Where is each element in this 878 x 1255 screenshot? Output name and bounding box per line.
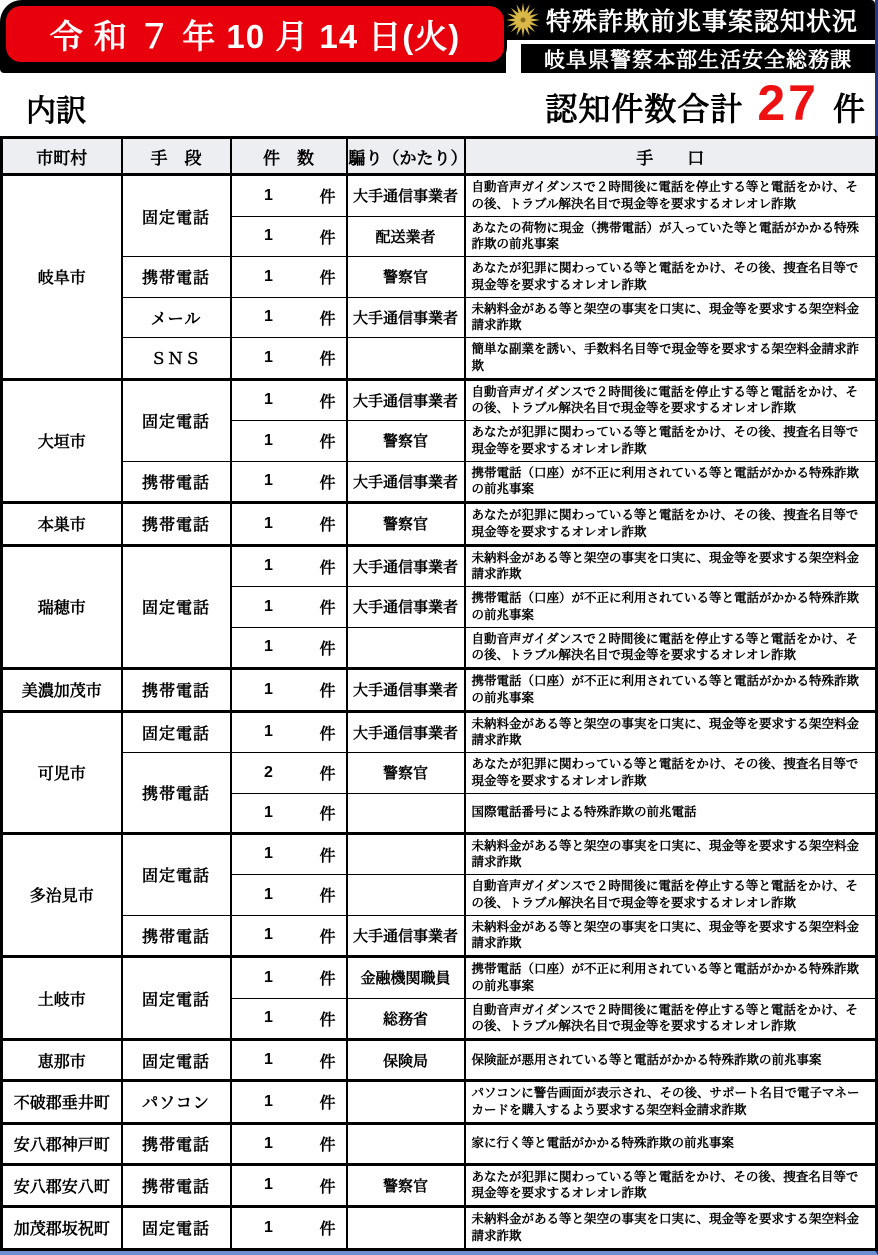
- caller-cell: 保険局: [347, 1040, 465, 1081]
- caller-cell: [347, 338, 465, 380]
- method-cell: 携帯電話: [122, 503, 231, 546]
- count-value: 1: [264, 348, 273, 366]
- count-wrap: [236, 678, 336, 701]
- count-value: 1: [264, 267, 273, 285]
- count-cell: [231, 957, 347, 999]
- count-wrap: [236, 801, 336, 824]
- method-cell: メール: [122, 297, 231, 338]
- col-header-count: 件 数: [231, 138, 347, 175]
- modus-cell: 保険証が悪用されている等と電話がかかる特殊詐欺の前兆事案: [465, 1040, 877, 1081]
- method-cell: 固定電話: [122, 1040, 231, 1081]
- modus-cell: 自動音声ガイダンスで２時間後に電話を停止する等と電話をかけ、その後、トラブル解決名目で現金等を要求するオレオレ詐欺: [465, 998, 877, 1040]
- count-unit: 件: [319, 766, 336, 784]
- count-unit: 件: [319, 474, 336, 492]
- municipality-cell: 瑞穂市: [2, 545, 122, 669]
- municipality-cell: 土岐市: [2, 957, 122, 1040]
- caller-cell: 大手通信事業者: [347, 297, 465, 338]
- count-cell: [231, 753, 347, 794]
- count-wrap: [236, 470, 336, 493]
- municipality-cell: 大垣市: [2, 379, 122, 503]
- method-cell: パソコン: [122, 1081, 231, 1124]
- table-row: [2, 1040, 877, 1081]
- modus-cell: 未納料金がある等と架空の事実を口実に、現金等を要求する架空料金請求詐欺: [465, 915, 877, 957]
- caller-cell: [347, 875, 465, 916]
- caller-cell: 警察官: [347, 1164, 465, 1207]
- count-cell: [231, 338, 347, 380]
- table-row: [2, 1207, 877, 1250]
- caller-cell: 大手通信事業者: [347, 545, 465, 587]
- method-cell: 固定電話: [122, 1207, 231, 1250]
- count-cell: [231, 587, 347, 628]
- count-wrap: [236, 1174, 336, 1197]
- count-wrap: [236, 924, 336, 947]
- count-wrap: [236, 761, 336, 784]
- modus-cell: 簡単な副業を誘い、手数料名目等で現金等を要求する架空料金請求詐欺: [465, 338, 877, 380]
- table-row: [2, 257, 877, 298]
- caller-cell: 大手通信事業者: [347, 711, 465, 753]
- count-value: 1: [264, 1051, 273, 1068]
- modus-cell: 自動音声ガイダンスで２時間後に電話を停止する等と電話をかけ、その後、トラブル解決名目で現金等を要求するオレオレ詐欺: [465, 175, 877, 217]
- count-value: 1: [264, 1134, 273, 1152]
- method-cell: 固定電話: [122, 957, 231, 1040]
- method-cell: 携帯電話: [122, 915, 231, 957]
- count-wrap: [236, 306, 336, 329]
- count-unit: 件: [319, 310, 336, 328]
- modus-cell: 国際電話番号による特殊詐欺の前兆電話: [465, 793, 877, 833]
- count-cell: [231, 175, 347, 217]
- count-value: 1: [264, 845, 273, 863]
- col-header-method: 手 段: [122, 138, 231, 175]
- modus-cell: 携帯電話（口座）が不正に利用されている等と電話がかかる特殊詐欺の前兆事案: [465, 461, 877, 503]
- col-header-caller: 騙り（かたり）: [347, 138, 465, 175]
- count-cell: [231, 216, 347, 257]
- table-row: [2, 1081, 877, 1124]
- table-row: [2, 297, 877, 338]
- count-cell: [231, 503, 347, 546]
- count-wrap: [236, 555, 336, 578]
- count-cell: [231, 297, 347, 338]
- count-cell: [231, 711, 347, 753]
- count-wrap: [236, 595, 336, 618]
- count-unit: 件: [319, 971, 336, 989]
- count-wrap: [236, 883, 336, 906]
- modus-cell: 携帯電話（口座）が不正に利用されている等と電話がかかる特殊詐欺の前兆事案: [465, 669, 877, 712]
- total-count-value: 27: [757, 75, 819, 131]
- report-title-bar: [497, 0, 875, 40]
- modus-cell: あなたが犯罪に関わっている等と電話をかけ、その後、捜査名目等で現金等を要求するオレオレ詐欺: [465, 1164, 877, 1207]
- modus-cell: 未納料金がある等と架空の事実を口実に、現金等を要求する架空料金請求詐欺: [465, 833, 877, 875]
- caller-cell: 総務省: [347, 998, 465, 1040]
- count-value: 1: [264, 472, 273, 490]
- caller-cell: [347, 627, 465, 669]
- modus-cell: 携帯電話（口座）が不正に利用されている等と電話がかかる特殊詐欺の前兆事案: [465, 587, 877, 628]
- total-count-unit: 件: [832, 91, 865, 127]
- count-wrap: [236, 636, 336, 659]
- count-wrap: [236, 184, 336, 207]
- caller-cell: [347, 1081, 465, 1124]
- caller-cell: 金融機関職員: [347, 957, 465, 999]
- count-value: 1: [264, 1218, 273, 1236]
- count-unit: 件: [319, 229, 336, 247]
- caller-cell: 大手通信事業者: [347, 669, 465, 712]
- method-cell: 固定電話: [122, 545, 231, 669]
- count-cell: [231, 915, 347, 957]
- caller-cell: 大手通信事業者: [347, 461, 465, 503]
- count-wrap: [236, 429, 336, 452]
- count-unit: 件: [319, 1011, 336, 1029]
- method-cell: 携帯電話: [122, 753, 231, 834]
- table-row: [2, 711, 877, 753]
- col-header-modus: 手 口: [465, 138, 877, 175]
- count-wrap: [236, 389, 336, 412]
- count-unit: 件: [319, 725, 336, 743]
- caller-cell: 警察官: [347, 421, 465, 462]
- count-wrap: [236, 1049, 336, 1072]
- count-value: 1: [264, 680, 273, 698]
- count-wrap: [236, 225, 336, 248]
- caller-cell: 警察官: [347, 257, 465, 298]
- table-row: [2, 545, 877, 587]
- table-row: [2, 669, 877, 712]
- caller-cell: 大手通信事業者: [347, 915, 465, 957]
- count-unit: 件: [319, 806, 336, 823]
- count-unit: 件: [319, 928, 336, 946]
- municipality-cell: 本巣市: [2, 503, 122, 546]
- date-banner: [3, 3, 507, 65]
- municipality-cell: 安八郡安八町: [2, 1164, 122, 1207]
- count-cell: [231, 669, 347, 712]
- count-cell: [231, 998, 347, 1040]
- count-cell: [231, 379, 347, 421]
- modus-cell: 未納料金がある等と架空の事実を口実に、現金等を要求する架空料金請求詐欺: [465, 545, 877, 587]
- method-cell: 携帯電話: [122, 1123, 231, 1164]
- count-unit: 件: [319, 1221, 336, 1239]
- method-cell: 携帯電話: [122, 669, 231, 712]
- caller-cell: 配送業者: [347, 216, 465, 257]
- caller-cell: 警察官: [347, 753, 465, 794]
- municipality-cell: 岐阜市: [2, 175, 122, 380]
- table-row: [2, 503, 877, 546]
- count-unit: 件: [319, 434, 336, 452]
- count-cell: [231, 627, 347, 669]
- municipality-cell: 多治見市: [2, 833, 122, 957]
- table-row: [2, 338, 877, 380]
- method-cell: ＳＮＳ: [122, 338, 231, 380]
- count-unit: 件: [319, 640, 336, 658]
- count-unit: 件: [319, 888, 336, 906]
- count-cell: [231, 793, 347, 833]
- banner-divider-vertical: [506, 40, 521, 73]
- count-unit: 件: [319, 517, 336, 535]
- count-unit: 件: [319, 683, 336, 701]
- count-value: 1: [264, 638, 273, 656]
- count-unit: 件: [319, 1095, 336, 1113]
- table-row: [2, 1123, 877, 1164]
- method-cell: 携帯電話: [122, 257, 231, 298]
- municipality-cell: 加茂郡坂祝町: [2, 1207, 122, 1250]
- table-header-row: [2, 138, 877, 175]
- caller-cell: 大手通信事業者: [347, 587, 465, 628]
- table-row: [2, 957, 877, 999]
- count-cell: [231, 1081, 347, 1124]
- table-row: [2, 915, 877, 957]
- count-unit: 件: [319, 1137, 336, 1154]
- total-count-label: 認知件数合計: [545, 91, 744, 127]
- count-unit: 件: [319, 847, 336, 865]
- count-cell: [231, 1164, 347, 1207]
- count-value: 1: [264, 723, 273, 741]
- table-row: [2, 753, 877, 794]
- count-unit: 件: [319, 270, 336, 288]
- municipality-cell: 不破郡垂井町: [2, 1081, 122, 1124]
- municipality-cell: 可児市: [2, 711, 122, 833]
- method-cell: 携帯電話: [122, 1164, 231, 1207]
- caller-cell: [347, 793, 465, 833]
- count-cell: [231, 833, 347, 875]
- count-value: 1: [264, 803, 273, 821]
- count-value: 1: [264, 391, 273, 409]
- count-wrap: [236, 346, 336, 369]
- count-unit: 件: [319, 1178, 336, 1196]
- count-unit: 件: [319, 600, 336, 618]
- method-cell: 固定電話: [122, 175, 231, 257]
- report-title: 特殊詐欺前兆事案認知状況: [546, 8, 859, 36]
- count-unit: 件: [319, 393, 336, 411]
- modus-cell: あなたが犯罪に関わっている等と電話をかけ、その後、捜査名目等で現金等を要求するオレオレ詐欺: [465, 753, 877, 794]
- police-emblem-icon: [505, 2, 541, 38]
- count-wrap: [236, 1090, 336, 1113]
- count-value: 1: [264, 1009, 273, 1027]
- count-wrap: [236, 721, 336, 744]
- count-value: 1: [264, 926, 273, 944]
- count-value: 2: [264, 763, 273, 781]
- modus-cell: あなたの荷物に現金（携帯電話）が入っていた等と電話がかかる特殊詐欺の前兆事案: [465, 216, 877, 257]
- count-cell: [231, 461, 347, 503]
- count-unit: 件: [319, 559, 336, 577]
- modus-cell: 未納料金がある等と架空の事実を口実に、現金等を要求する架空料金請求詐欺: [465, 711, 877, 753]
- count-unit: 件: [319, 351, 336, 369]
- count-wrap: [236, 1216, 336, 1239]
- municipality-cell: 美濃加茂市: [2, 669, 122, 712]
- count-value: 1: [264, 186, 273, 204]
- municipality-cell: 安八郡神戸町: [2, 1123, 122, 1164]
- department-name: 岐阜県警察本部生活安全総務課: [544, 48, 852, 72]
- count-cell: [231, 875, 347, 916]
- modus-cell: パソコンに警告画面が表示され、その後、サポート名目で電子マネーカードを購入するよう要求する架空料金請求詐欺: [465, 1081, 877, 1124]
- method-cell: 固定電話: [122, 833, 231, 915]
- count-value: 1: [264, 1176, 273, 1194]
- summary-bar: [0, 76, 875, 136]
- caller-cell: [347, 833, 465, 875]
- count-wrap: [236, 966, 336, 989]
- caller-cell: 大手通信事業者: [347, 379, 465, 421]
- count-value: 1: [264, 227, 273, 245]
- table-row: [2, 833, 877, 875]
- method-cell: 固定電話: [122, 379, 231, 461]
- method-cell: 携帯電話: [122, 461, 231, 503]
- table-row: [2, 379, 877, 421]
- section-label: 内訳: [26, 95, 86, 128]
- count-wrap: [236, 512, 336, 535]
- count-cell: [231, 1123, 347, 1164]
- modus-cell: あなたが犯罪に関わっている等と電話をかけ、その後、捜査名目等で現金等を要求するオレオレ詐欺: [465, 503, 877, 546]
- table-row: [2, 1164, 877, 1207]
- modus-cell: 自動音声ガイダンスで２時間後に電話を停止する等と電話をかけ、その後、トラブル解決名目で現金等を要求するオレオレ詐欺: [465, 875, 877, 916]
- count-cell: [231, 1207, 347, 1250]
- method-cell: 固定電話: [122, 711, 231, 753]
- modus-cell: 自動音声ガイダンスで２時間後に電話を停止する等と電話をかけ、その後、トラブル解決名目で現金等を要求するオレオレ詐欺: [465, 379, 877, 421]
- count-wrap: [236, 1132, 336, 1155]
- modus-cell: 家に行く等と電話がかかる特殊詐欺の前兆事案: [465, 1123, 877, 1164]
- count-value: 1: [264, 557, 273, 575]
- count-cell: [231, 257, 347, 298]
- count-value: 1: [264, 1092, 273, 1110]
- count-value: 1: [264, 885, 273, 903]
- modus-cell: あなたが犯罪に関わっている等と電話をかけ、その後、捜査名目等で現金等を要求するオレオレ詐欺: [465, 257, 877, 298]
- count-value: 1: [264, 431, 273, 449]
- count-value: 1: [264, 597, 273, 615]
- caller-cell: 警察官: [347, 503, 465, 546]
- col-header-municipality: 市町村: [2, 138, 122, 175]
- count-value: 1: [264, 308, 273, 326]
- caller-cell: [347, 1123, 465, 1164]
- modus-cell: 未納料金がある等と架空の事実を口実に、現金等を要求する架空料金請求詐欺: [465, 297, 877, 338]
- modus-cell: 未納料金がある等と架空の事実を口実に、現金等を要求する架空料金請求詐欺: [465, 1207, 877, 1250]
- table-row: [2, 175, 877, 217]
- total-count-group: [545, 75, 865, 131]
- caller-cell: [347, 1207, 465, 1250]
- count-cell: [231, 421, 347, 462]
- count-wrap: [236, 265, 336, 288]
- count-value: 1: [264, 968, 273, 986]
- fraud-incidents-table: [0, 136, 878, 1251]
- header-banner: [0, 0, 875, 76]
- municipality-cell: 恵那市: [2, 1040, 122, 1081]
- modus-cell: あなたが犯罪に関わっている等と電話をかけ、その後、捜査名目等で現金等を要求するオレオレ詐欺: [465, 421, 877, 462]
- count-cell: [231, 545, 347, 587]
- modus-cell: 携帯電話（口座）が不正に利用されている等と電話がかかる特殊詐欺の前兆事案: [465, 957, 877, 999]
- count-cell: [231, 1040, 347, 1081]
- count-wrap: [236, 1007, 336, 1030]
- count-unit: 件: [319, 1053, 336, 1071]
- caller-cell: 大手通信事業者: [347, 175, 465, 217]
- department-banner: [521, 44, 875, 73]
- count-value: 1: [264, 514, 273, 532]
- count-unit: 件: [319, 189, 336, 207]
- report-date: 令 和 ７ 年 10 月 14 日(火): [49, 17, 461, 55]
- count-wrap: [236, 843, 336, 866]
- modus-cell: 自動音声ガイダンスで２時間後に電話を停止する等と電話をかけ、その後、トラブル解決名目で現金等を要求するオレオレ詐欺: [465, 627, 877, 669]
- table-row: [2, 461, 877, 503]
